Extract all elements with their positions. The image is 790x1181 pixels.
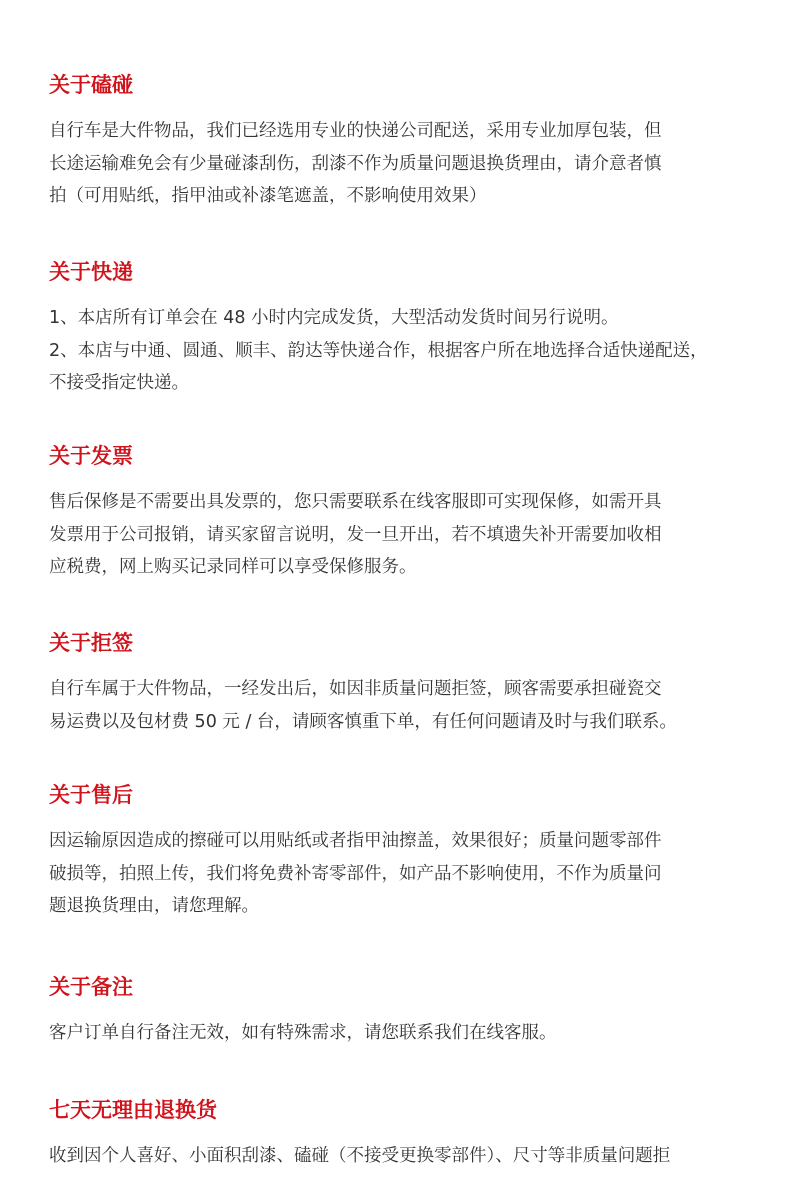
paragraph-line: 因运输原因造成的擦碰可以用贴纸或者指甲油擦盖，效果很好；质量问题零部件 <box>49 831 662 851</box>
section-paragraph <box>49 1140 761 1173</box>
paragraph-line: 应税费，网上购买记录同样可以享受保修服务。 <box>49 557 417 577</box>
paragraph-line: 客户订单自行备注无效，如有特殊需求，请您联系我们在线客服。 <box>49 1023 557 1043</box>
section-heading: 关于磕碰 <box>49 73 133 97</box>
section-paragraph <box>49 825 761 923</box>
section-paragraph <box>49 486 761 584</box>
section-paragraph <box>49 302 761 400</box>
section-heading: 关于拒签 <box>49 631 133 655</box>
section-heading: 关于发票 <box>49 444 133 468</box>
section-heading: 关于售后 <box>49 783 133 807</box>
section-order-notes <box>49 974 761 1050</box>
section-bump-damage <box>49 72 761 213</box>
paragraph-line: 自行车是大件物品，我们已经选用专业的快递公司配送，采用专业加厚包装，但 <box>49 121 662 141</box>
paragraph-line: 2、本店与中通、圆通、顺丰、韵达等快递合作，根据客户所在地选择合适快递配送， <box>49 340 708 361</box>
section-after-sales <box>49 782 761 923</box>
paragraph-line: 题退换货理由，请您理解。 <box>49 896 259 916</box>
section-shipping <box>49 259 761 400</box>
paragraph-line: 长途运输难免会有少量碰漆刮伤，刮漆不作为质量问题退换货理由，请介意者慎 <box>49 153 662 174</box>
section-invoice <box>49 443 761 584</box>
paragraph-line: 不接受指定快递。 <box>49 373 189 393</box>
section-refuse-delivery <box>49 630 761 738</box>
paragraph-line: 收到因个人喜好、小面积刮漆、磕碰（不接受更换零部件）、尺寸等非质量问题拒 <box>49 1146 671 1166</box>
section-heading: 七天无理由退换货 <box>49 1098 217 1122</box>
paragraph-line: 拍（可用贴纸，指甲油或补漆笔遮盖，不影响使用效果） <box>49 186 487 206</box>
paragraph-line: 售后保修是不需要出具发票的，您只需要联系在线客服即可实现保修，如需开具 <box>49 492 662 512</box>
paragraph-line: 破损等，拍照上传，我们将免费补寄零部件，如产品不影响使用，不作为质量问 <box>49 863 662 884</box>
section-seven-day-return <box>49 1097 761 1173</box>
section-paragraph <box>49 1017 761 1050</box>
section-paragraph <box>49 115 761 213</box>
paragraph-line: 发票用于公司报销，请买家留言说明，发一旦开出，若不填遗失补开需要加收相 <box>49 524 662 545</box>
paragraph-line: 易运费以及包材费 50 元 / 台，请顾客慎重下单，有任何问题请及时与我们联系。 <box>49 711 677 732</box>
section-heading: 关于备注 <box>49 975 133 999</box>
section-heading: 关于快递 <box>49 260 133 284</box>
paragraph-line: 自行车属于大件物品，一经发出后，如因非质量问题拒签，顾客需要承担碰瓷交 <box>49 679 662 699</box>
section-paragraph <box>49 673 761 738</box>
paragraph-line: 1、本店所有订单会在 48 小时内完成发货，大型活动发货时间另行说明。 <box>49 308 619 328</box>
